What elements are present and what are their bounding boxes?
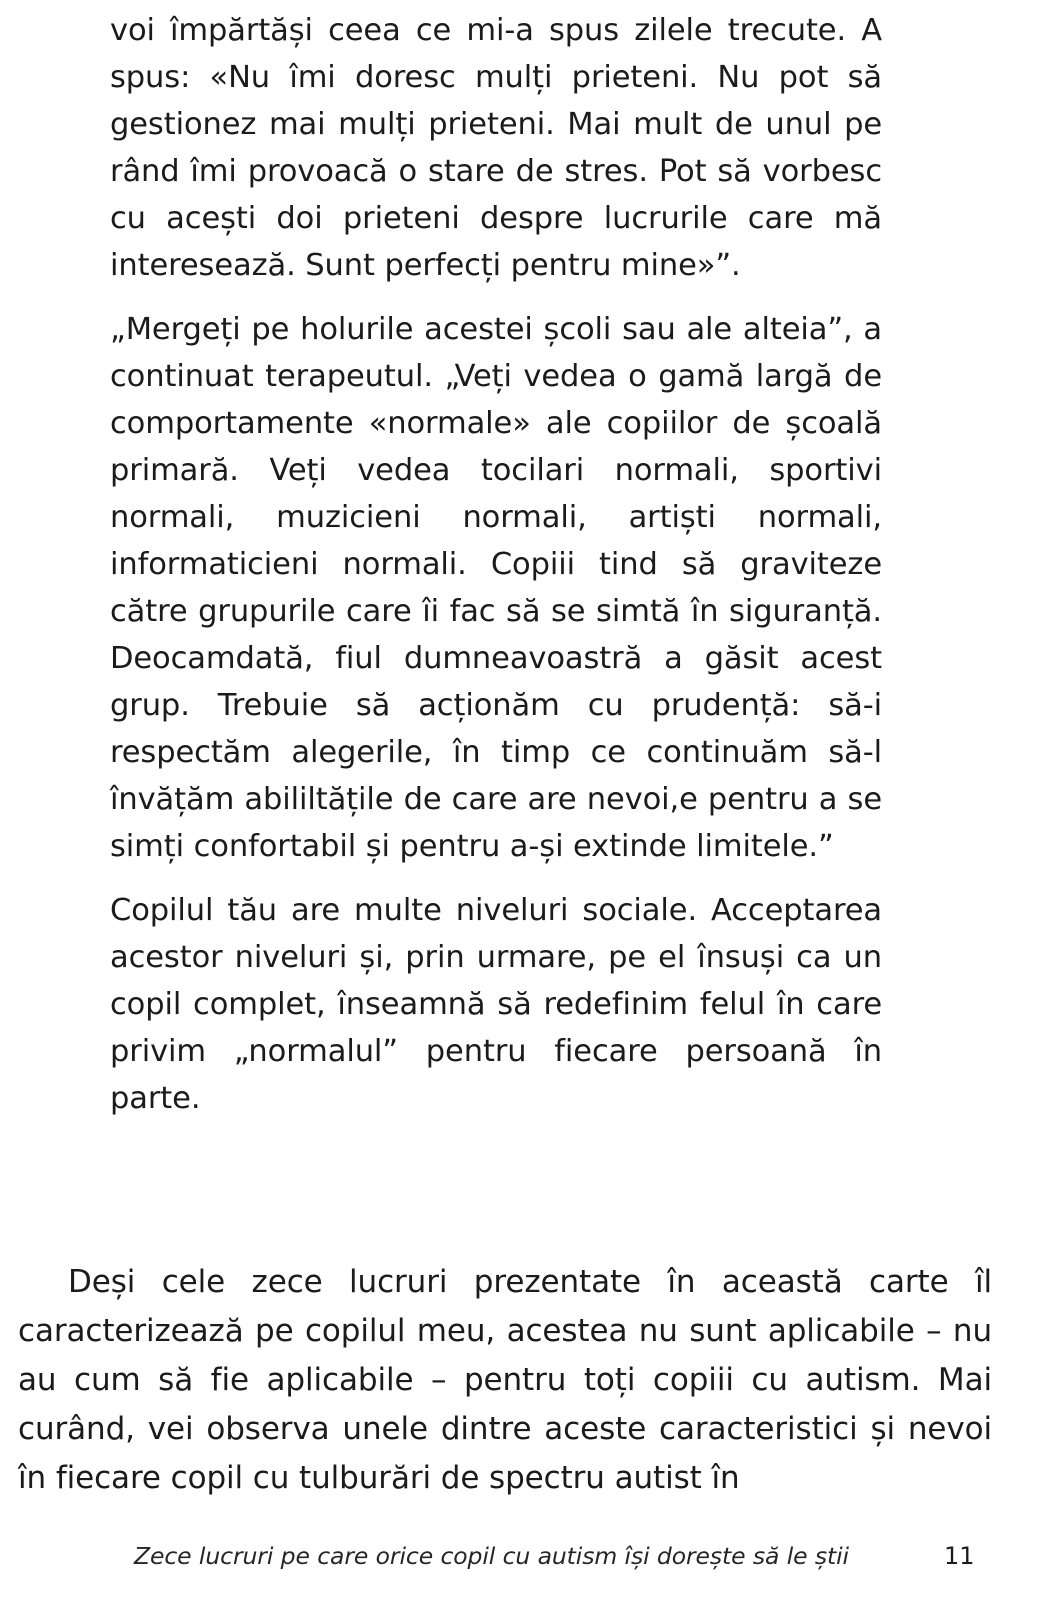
quoted-paragraph-block [110, 0, 882, 1122]
page-footer [0, 1540, 1039, 1586]
paragraph-therapist-quote: „Mergeți pe holurile acestei școli sau ale alteia”, a continuat terapeutul. „Veți vedea o gamă largă de comportamente «normale» ale copiilor de școală primară. Veți vedea tocilari normali, sportivi normali, muzicieni normali, artiști normali, informaticieni normali. Copiii tind să graviteze către grupurile care îi fac să se simtă în siguranță. Deocamdată, fiul dumneavoastră a găsit acest grup. Trebuie să acționăm cu prudență: să-i respectăm alegerile, în timp ce continuăm să-l învățăm abililtățile de care are nevoi,e pentru a se simți confortabil și pentru a-și extinde limitele.” [110, 312, 882, 864]
footer-running-title: Zece lucruri pe care orice copil cu autism își dorește să le știi [134, 1542, 849, 1570]
paragraph-continuation: voi împărtăși ceea ce mi-a spus zilele trecute. A spus: «Nu îmi doresc mulți prieteni. Nu pot să gestionez mai mulți prieteni. Mai mult de unul pe rând îmi provoacă o stare de stres. Pot să vorbesc cu acești doi prieteni despre lucrurile care mă interesează. Sunt perfecți pentru mine»”. [110, 13, 882, 283]
paragraph-closing: Deși cele zece lucruri prezentate în această carte îl caracterizează pe copilul meu, acestea nu sunt aplicabile – nu au cum să fie aplicabile – pentru toți copiii cu autism. Mai curând, vei observa unele dintre aceste caracteristici și nevoi în fiecare copil cu tulburări de spectru autist în [18, 1264, 992, 1496]
footer-page-number: 11 [944, 1542, 975, 1570]
paragraph-social-levels: Copilul tău are multe niveluri sociale. Acceptarea acestor niveluri și, prin urmare, pe el însuși ca un copil complet, înseamnă să redefinim felul în care privim „normalul” pentru fiecare persoană în parte. [110, 893, 882, 1116]
